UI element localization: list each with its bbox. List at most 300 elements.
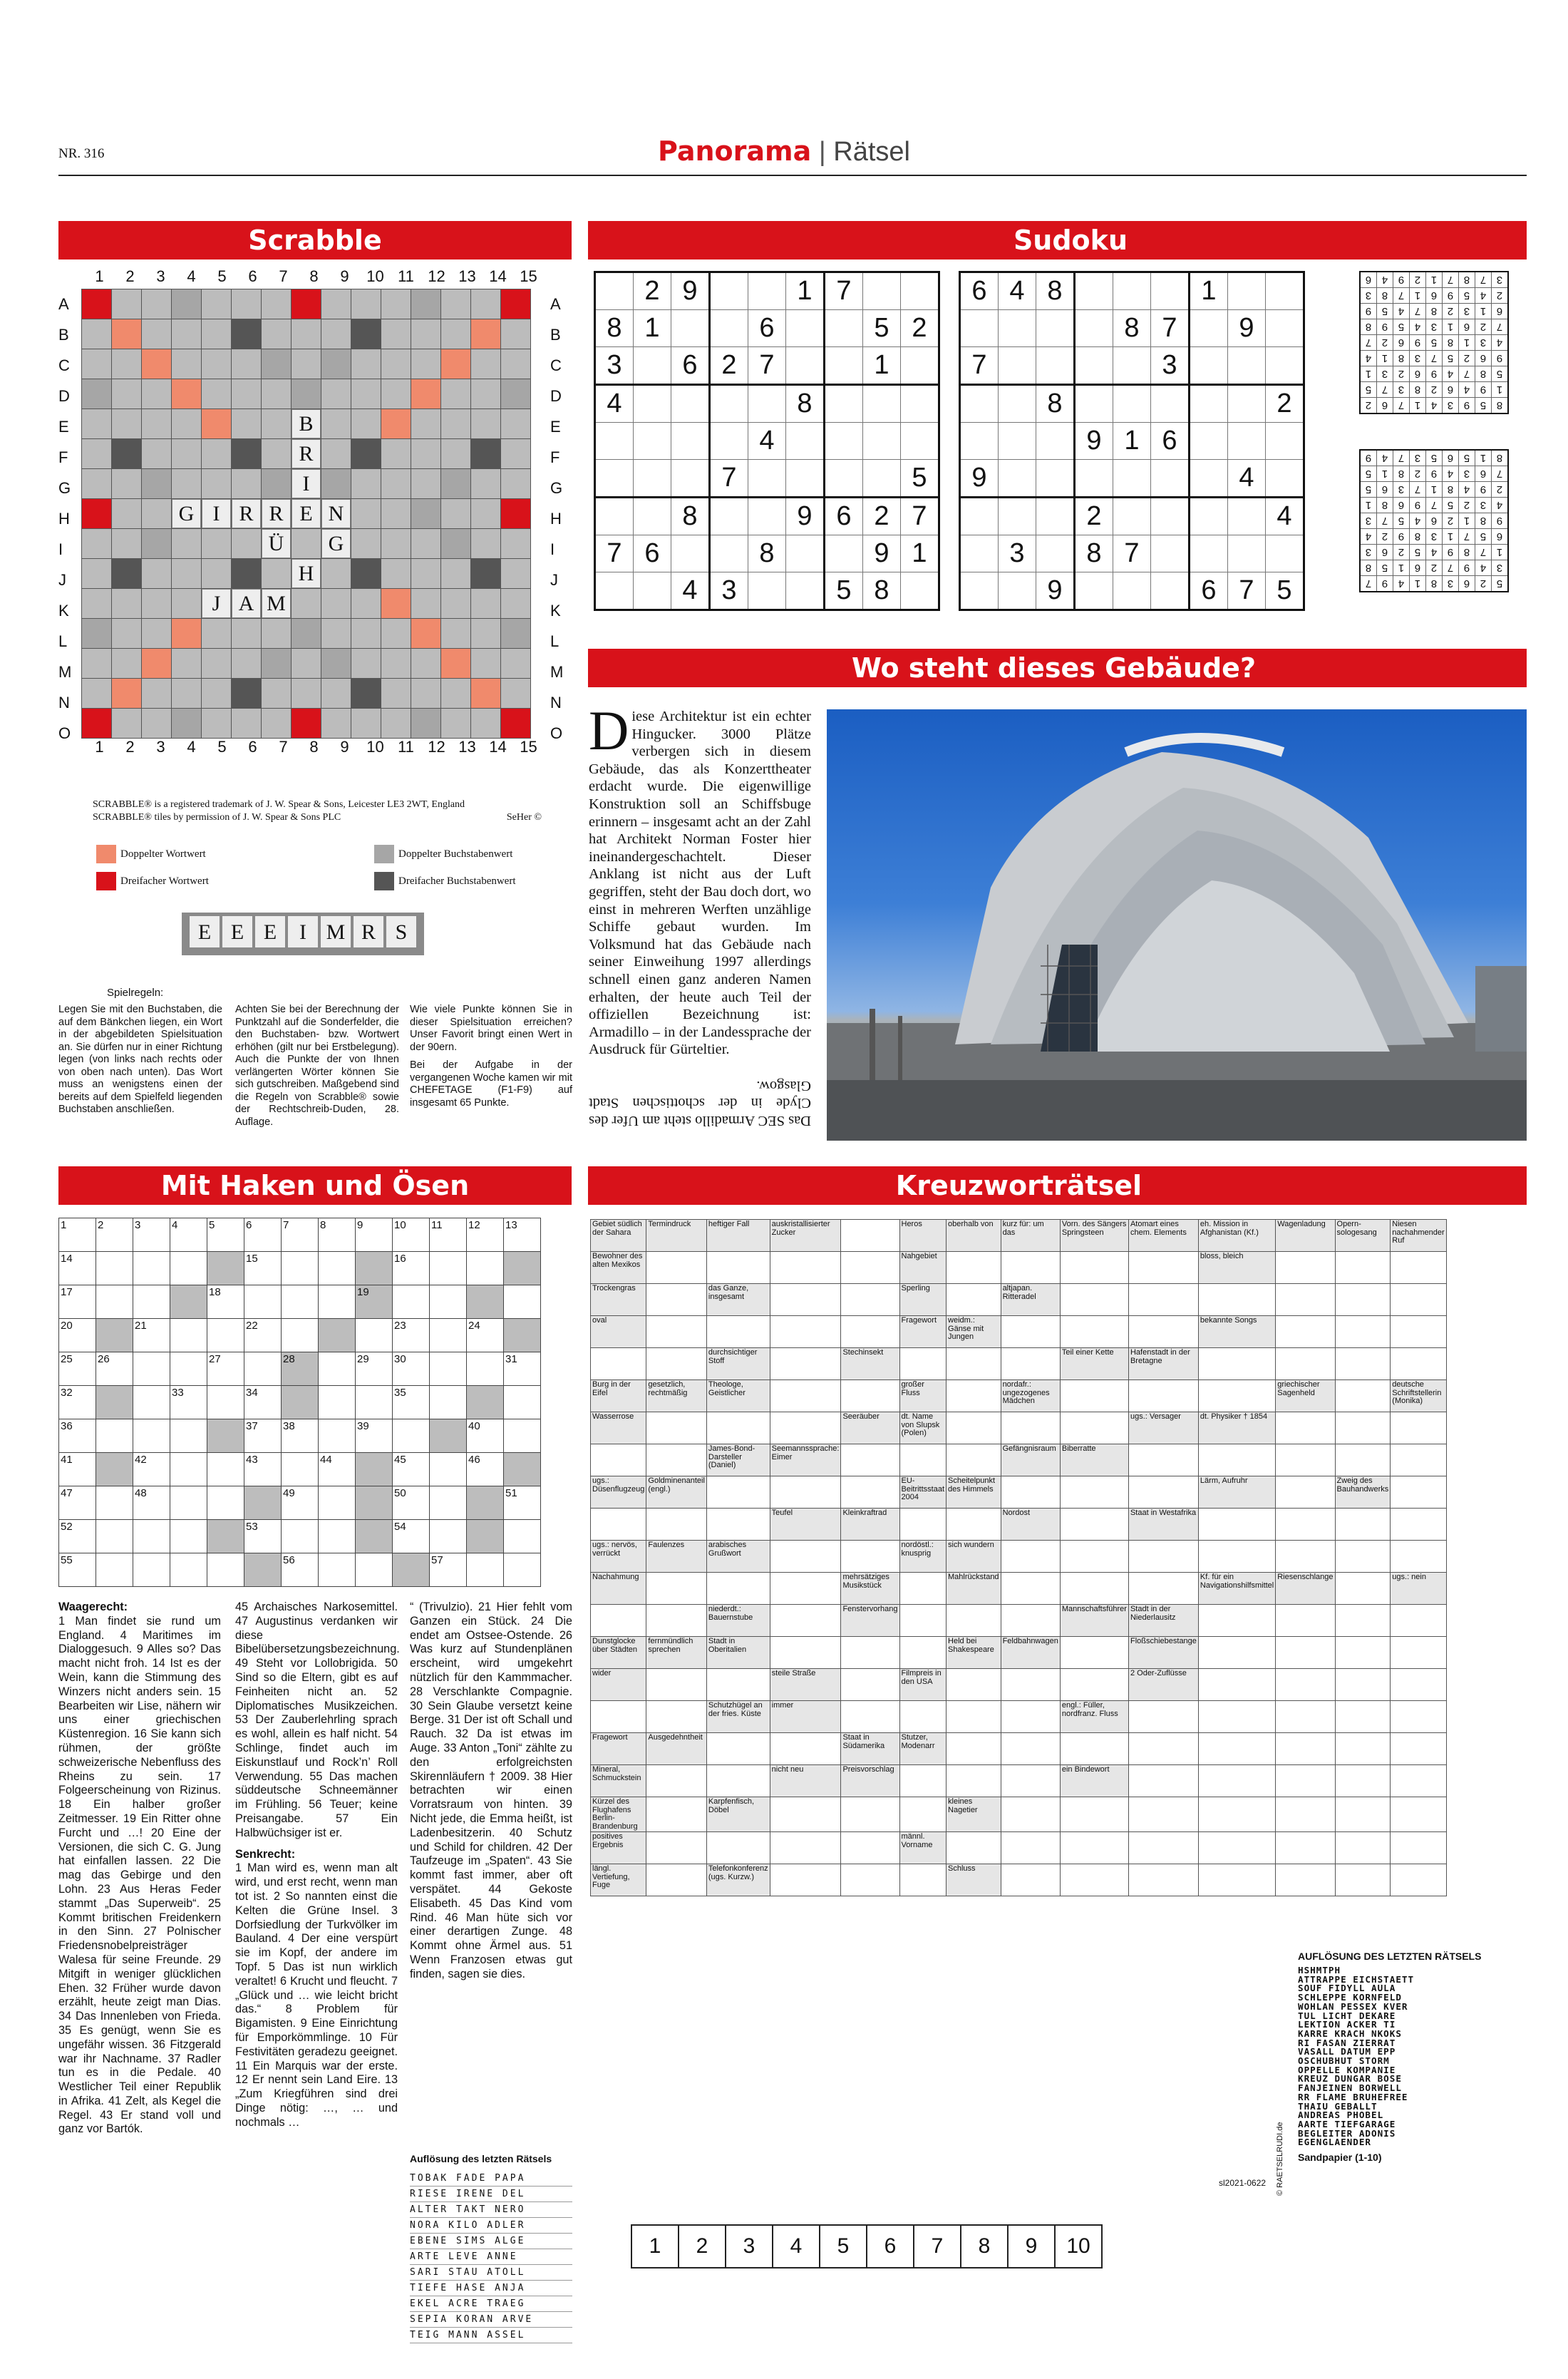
solution-cell: 4 [1360,529,1377,545]
haken-cell [467,1352,504,1386]
board-cell [501,619,531,649]
board-cell [351,679,381,709]
kw-clue-cell: Seeräuber [841,1412,899,1444]
solution-cell: 6 [1426,513,1443,529]
solution-cell: 1 [1443,529,1459,545]
board-cell [292,529,321,559]
board-cell [112,469,142,499]
kw-cell [1198,1348,1275,1380]
kw-clue-cell: Nachahmung [591,1573,646,1605]
board-cell [82,439,112,469]
column-number: 1 [95,738,104,756]
kw-clue-cell: 2 Oder-Zuflüsse [1128,1669,1198,1701]
board-cell [351,409,381,439]
board-cell [202,439,232,469]
haken-cell: 28 [282,1352,319,1386]
board-cell [411,319,441,349]
kw-cell [1198,1637,1275,1669]
haken-cell [430,1319,467,1352]
haken-cell: 5 [207,1218,244,1252]
kw-cell [1060,1412,1128,1444]
sudoku-cell: 9 [786,498,825,535]
building-description: iese Architektur ist ein echter Hingucker. 3000 Plätze verbergen sich in diesem Gebäude, das als Konzerttheater erdacht wurde. Die eigenwillige Konstruktion soll an Schiffsbuge erinnern – insgesamt acht an der Zahl hat Architekt Norman Foster hier ineinandergeschachtelt. Dieser Anklang ist nicht aus der Luft gegriffen, steht der Bau doch dort, wo einst in mehreren Werften unzählige Schiffe gebaut wurden. Im Volksmund hat das Gebäude nach seiner Einweihung 1997 allerdings schnell einen ganz anderen Namen erhalten, der heute auch Teil der offiziellen Bezeichnung ist: Armadillo – in der Landessprache der Ausdruck für Gürteltier. [589,709,811,1058]
column-number: 10 [366,267,384,285]
sudoku-cell: 2 [863,498,901,535]
sudoku-cell: 9 [1228,310,1266,347]
board-cell [202,499,232,529]
sudoku-cell [901,572,939,610]
haken-cell: 52 [59,1520,96,1553]
kw-cell [947,1765,1001,1797]
sudoku-cell [999,572,1036,610]
column-number: 2 [125,267,135,285]
haken-cell: 31 [504,1352,541,1386]
kw-clue-cell: Fenstervorhang [841,1605,899,1637]
sudoku-cell [825,347,863,385]
board-cell [471,679,501,709]
column-number: 12 [428,267,445,285]
haken-cell: 41 [59,1453,96,1486]
kw-cell [646,1252,707,1284]
column-number: 3 [156,738,165,756]
kw-clue-cell: gesetzlich, rechtmäßig [646,1380,707,1412]
haken-cell: 6 [244,1218,282,1252]
kw-number-cell: 2 [679,2225,726,2268]
kw-cell [1128,1797,1198,1832]
sudoku-row [595,272,939,310]
board-cell [501,559,531,589]
solution-line: NORA KILO ADLER [410,2218,572,2234]
kw-row [591,1220,1447,1252]
kw-cell [1060,1284,1128,1316]
haken-cell [467,1285,504,1319]
sudoku-cell: 5 [1266,572,1304,610]
kw-row [591,1669,1447,1701]
kw-clue-cell: Lärm, Aufruhr [1198,1476,1275,1509]
solution-cell: 5 [1475,529,1492,545]
kw-clue-cell: sich wundern [947,1541,1001,1573]
board-cell [411,559,441,589]
row-letter: J [550,571,558,589]
kw-cell [770,1864,841,1896]
sudoku-row [595,535,939,572]
kw-cell [1128,1733,1198,1765]
haken-cell [207,1486,244,1520]
kw-solution-line: KREUZ DUNGAR BOSE [1298,2073,1402,2085]
haken-cell: 1 [59,1218,96,1252]
kw-clue-cell: Nahgebiet [899,1252,947,1284]
board-cell [232,529,262,559]
sudoku-cell: 6 [960,272,999,310]
column-number: 15 [520,738,537,756]
kw-cell [841,1316,899,1348]
board-cell [351,589,381,619]
solution-cell: 1 [1492,545,1509,560]
haken-cell [244,1486,282,1520]
kw-clue-cell: Niesen nachahmender Ruf [1391,1220,1446,1252]
haken-cell [96,1386,133,1419]
kw-cell [1391,1509,1446,1541]
kw-cell [1276,1348,1335,1380]
solution-cell: 2 [1426,560,1443,576]
rack-tile: M [320,915,351,948]
kw-clue-cell: Schluss [947,1864,1001,1896]
solution-cell: 7 [1459,366,1475,382]
sudoku-cell [1228,498,1266,535]
board-cell [471,319,501,349]
board-cell [381,679,411,709]
row-letter: I [550,540,555,558]
kw-clue-cell: Vorn. des Sängers Springsteen [1060,1220,1128,1252]
kw-number-cell: 10 [1055,2225,1102,2268]
solution-cell: 3 [1426,319,1443,335]
kw-cell [1001,1701,1060,1733]
row-letter: I [58,540,63,558]
solution-line: EKEL ACRE TRAEG [410,2296,572,2312]
board-cell [262,709,292,739]
haken-cell: 20 [59,1319,96,1352]
column-number: 13 [458,267,476,285]
waagerecht-rest: 45 Archaisches Narkosemittel. 47 Augustinus verdanken wir diese Bibelübersetzungsbezeichnung. 49 Steht vor Lollobrigida. 50 Sind so die Eltern, gibt es auf Feinheiten nicht an. 52 Diplomatisches Musikzeichen. 53 Der Zauberlehrling sprach es wohl, allein es half nicht. 54 Schlinge, findet auch im Eiskunstlauf und Rock’n’ Roll Verwendung. 55 Das machen süddeutsche Schneemänner im Frühling. 56 Teuer; keine Preisangabe. 57 Ein Halbwüchsiger ist er. [235,1600,400,1839]
kw-cell [770,1348,841,1380]
board-row [82,409,531,439]
kw-clue-cell: nordöstl.: knusprig [899,1541,947,1573]
solution-cell: 6 [1410,560,1426,576]
solution-cell: 2 [1443,513,1459,529]
haken-cell [430,1419,467,1453]
board-cell [202,289,232,319]
kw-clue-cell: männl. Vorname [899,1832,947,1864]
column-number: 4 [187,738,196,756]
kw-clue-cell: Schutzhügel an der fries. Küste [706,1701,770,1733]
kw-cell [1128,1832,1198,1864]
board-cell [202,649,232,679]
sudoku-cell [1113,460,1151,498]
solution-cell: 1 [1426,272,1443,288]
kw-solution-line: OSCHUBHUT STORM [1298,2055,1390,2067]
solution-cell: 6 [1459,319,1475,335]
sudoku-cell: 1 [863,347,901,385]
solution-row [1360,576,1508,592]
kw-number-cell: 8 [961,2225,1008,2268]
sudoku-cell [1266,310,1304,347]
kw-cell [770,1316,841,1348]
haken-cell [467,1553,504,1587]
haken-cell [207,1386,244,1419]
sudoku-cell [1113,347,1151,385]
solution-cell: 2 [1410,272,1426,288]
haken-cell [504,1419,541,1453]
sudoku-cell [1190,385,1228,423]
letter-tile: H [292,559,321,588]
solution-cell: 2 [1459,351,1475,366]
haken-cell [244,1553,282,1587]
kw-cell [646,1864,707,1896]
kw-row [591,1348,1447,1380]
board-cell [262,349,292,379]
kw-clue-cell: Staat in Südamerika [841,1733,899,1765]
solution-cell: 3 [1426,529,1443,545]
solution-cell: 8 [1459,545,1475,560]
solution-cell: 3 [1475,498,1492,513]
board-cell [501,319,531,349]
kw-cell [1335,1380,1391,1412]
haken-cell: 29 [356,1352,393,1386]
kw-cell [947,1252,1001,1284]
board-cell [351,439,381,469]
sudoku-cell: 7 [825,272,863,310]
solution-cell: 1 [1360,366,1377,382]
sudoku-cell [671,460,710,498]
kw-solution-line: LEKTION ACKER TI [1298,2019,1396,2030]
sudoku-cell: 7 [595,535,634,572]
kw-cell [1276,1476,1335,1509]
legend-dw [96,845,206,863]
board-cell [232,409,262,439]
sudoku-cell [748,498,786,535]
row-letter: E [58,418,69,436]
kw-solution-line: KARRE KRACH NKOKS [1298,2028,1402,2039]
board-cell [232,469,262,499]
solution-cell: 4 [1410,513,1426,529]
solution-cell: 9 [1360,304,1377,319]
kw-number-cell: 7 [914,2225,961,2268]
kw-cell [1335,1444,1391,1476]
senkrecht-text: 1 Man wird es, wenn man alt wird, und erst recht, wenn man tot ist. 2 So nannten einst die Kelten die Grüne Insel. 3 Dorfsiedlung der Turkvölker im Bauland. 4 Der eine verspürt sie im Kopf, der andere im Topf. 5 Das ist nun wirklich veraltet! 6 Krucht und fleucht. 7 „Glück und … wie leicht bricht das.“ 8 Problem für Bigamisten. 9 Eine Einrichtung für Emporkömmlinge. 10 Für Festivitäten geradezu geeignet. 11 Ein Marquis war der erste. 12 Er nennt sein Land Eire. 13 „Zum Kriegführen sind drei Dinge nötig: …, … und nochmals … [235,1861,398,2129]
haken-cell [467,1486,504,1520]
solution-cell: 1 [1410,576,1426,592]
haken-cell: 25 [59,1352,96,1386]
board-cell [411,499,441,529]
board-cell [381,409,411,439]
kw-cell [1335,1284,1391,1316]
solution-cell: 6 [1426,288,1443,304]
haken-cell [430,1386,467,1419]
solution-cell: 9 [1426,366,1443,382]
kw-clue-cell: ugs.: Versager [1128,1412,1198,1444]
board-cell [351,529,381,559]
board-cell [501,529,531,559]
kw-clue-cell: Dunstglocke über Städten [591,1637,646,1669]
board-cell [501,499,531,529]
board-cell [381,559,411,589]
board-cell [292,619,321,649]
kw-cell [947,1669,1001,1701]
solution-cell: 7 [1410,482,1426,498]
solution-cell: 9 [1410,335,1426,351]
board-cell [441,289,471,319]
sudoku-cell [863,423,901,460]
board-cell [441,439,471,469]
solution-cell: 7 [1426,351,1443,366]
sudoku-cell: 3 [999,535,1036,572]
solution-cell: 4 [1475,560,1492,576]
kw-clue-cell: Trockengras [591,1284,646,1316]
armadillo-building-image [827,709,1527,1141]
sudoku-cell [595,498,634,535]
haken-solution [410,2171,572,2343]
haken-clues-col-3 [410,1600,572,1982]
haken-row [59,1520,541,1553]
kw-cell [1391,1252,1446,1284]
haken-cell: 27 [207,1352,244,1386]
sudoku-title: Sudoku [588,221,1527,260]
kw-cell [706,1765,770,1797]
kw-cell [646,1444,707,1476]
board-cell [471,409,501,439]
solution-cell: 1 [1377,466,1393,482]
kw-clue-cell: Floßschiebestange [1128,1637,1198,1669]
board-cell [172,589,202,619]
haken-cell [282,1520,319,1553]
board-cell [501,379,531,409]
sudoku-cell [999,347,1036,385]
board-cell [441,529,471,559]
board-cell [232,289,262,319]
kw-cell [1276,1797,1335,1832]
solution-cell: 9 [1475,482,1492,498]
row-letters-left [58,289,80,749]
sudoku-cell: 8 [1036,272,1075,310]
solution-cell: 3 [1393,482,1410,498]
board-cell [501,289,531,319]
board-cell [351,319,381,349]
board-cell [471,559,501,589]
board-cell [441,709,471,739]
kw-clue-cell: Stadt in Oberitalien [706,1637,770,1669]
kw-cell [1335,1348,1391,1380]
sudoku-cell: 1 [634,310,671,347]
board-cell [292,319,321,349]
board-cell [202,469,232,499]
kw-cell [646,1669,707,1701]
board-cell [351,469,381,499]
board-cell [172,349,202,379]
board-cell [142,409,172,439]
column-number: 8 [309,267,319,285]
sudoku-cell [748,460,786,498]
sudoku-cell [1266,347,1304,385]
letter-tile: J [202,589,231,618]
solution-cell: 7 [1393,398,1410,414]
haken-cell: 14 [59,1252,96,1285]
haken-cell: 43 [244,1453,282,1486]
kw-clue-cell: James-Bond-Darsteller (Daniel) [706,1444,770,1476]
sudoku-cell [1113,385,1151,423]
building-title: Wo steht dieses Gebäude? [588,649,1527,687]
solution-line: SARI STAU ATOLL [410,2265,572,2281]
board-cell [262,379,292,409]
board-cell [202,319,232,349]
board-cell [441,469,471,499]
solution-cell: 6 [1475,351,1492,366]
sudoku-cell [786,460,825,498]
kw-solution-numbers [631,2224,1103,2268]
row-letter: L [550,632,559,650]
kw-clue-cell: Kürzel des Flughafens Berlin-Brandenburg [591,1797,646,1832]
haken-cell [504,1520,541,1553]
sudoku-cell: 6 [1190,572,1228,610]
kw-clue-cell: engl.: Füller, nordfranz. Fluss [1060,1701,1128,1733]
board-cell [172,409,202,439]
solution-row [1360,560,1508,576]
kw-clue-cell: Bewohner des alten Mexikos [591,1252,646,1284]
kw-cell [899,1701,947,1733]
sudoku-cell [1075,310,1113,347]
kw-cell [1128,1701,1198,1733]
kw-cell [1128,1476,1198,1509]
board-cell [202,529,232,559]
haken-clues-col-1 [58,1600,221,2137]
board-cell [471,289,501,319]
column-number: 2 [125,738,135,756]
solution-row [1360,335,1508,351]
solution-cell: 2 [1377,335,1393,351]
kw-solution-line: RR FLAME BRUHEFREE [1298,2091,1408,2102]
solution-cell: 1 [1410,288,1426,304]
haken-cell [430,1285,467,1319]
solution-cell: 5 [1443,498,1459,513]
solution-cell: 9 [1459,560,1475,576]
kw-row [591,1573,1447,1605]
kw-cell [1001,1733,1060,1765]
solution-cell: 1 [1426,482,1443,498]
sudoku-cell [1151,535,1190,572]
solution-cell: 3 [1360,545,1377,560]
board-cell [381,499,411,529]
sudoku-cell: 8 [1113,310,1151,347]
sudoku-cell: 5 [825,572,863,610]
kw-code: sl2021-0622 [1219,2178,1267,2188]
row-letter: C [550,356,562,374]
kw-clue-cell: ugs.: Düsenflugzeug [591,1476,646,1509]
kw-cell [1198,1444,1275,1476]
board-cell [202,679,232,709]
solution-cell: 8 [1377,288,1393,304]
solution-cell: 1 [1475,304,1492,319]
kw-cell [770,1476,841,1509]
kw-cell [1128,1380,1198,1412]
row-letter: G [58,479,71,497]
row-letter: L [58,632,68,650]
kw-cell [899,1509,947,1541]
kw-cell [1335,1573,1391,1605]
letter-tile: I [202,499,231,528]
row-letter: C [58,356,70,374]
senkrecht-title: Senkrecht: [235,1847,296,1861]
haken-cell [170,1319,207,1352]
solution-cell: 8 [1410,529,1426,545]
kw-cell [591,1605,646,1637]
solution-cell: 3 [1492,272,1509,288]
board-cell [232,709,262,739]
board-cell [471,379,501,409]
row-letter: A [550,295,561,313]
board-cell [262,289,292,319]
solution-cell: 6 [1393,335,1410,351]
haken-row [59,1352,541,1386]
column-number: 14 [489,267,507,285]
sudoku-cell [786,572,825,610]
solution-cell: 4 [1426,398,1443,414]
board-cell [501,649,531,679]
kw-cell [1335,1605,1391,1637]
kw-row [591,1476,1447,1509]
kw-cell [841,1669,899,1701]
solution-cell: 4 [1443,466,1459,482]
haken-cell: 2 [96,1218,133,1252]
kw-cell [1391,1765,1446,1797]
